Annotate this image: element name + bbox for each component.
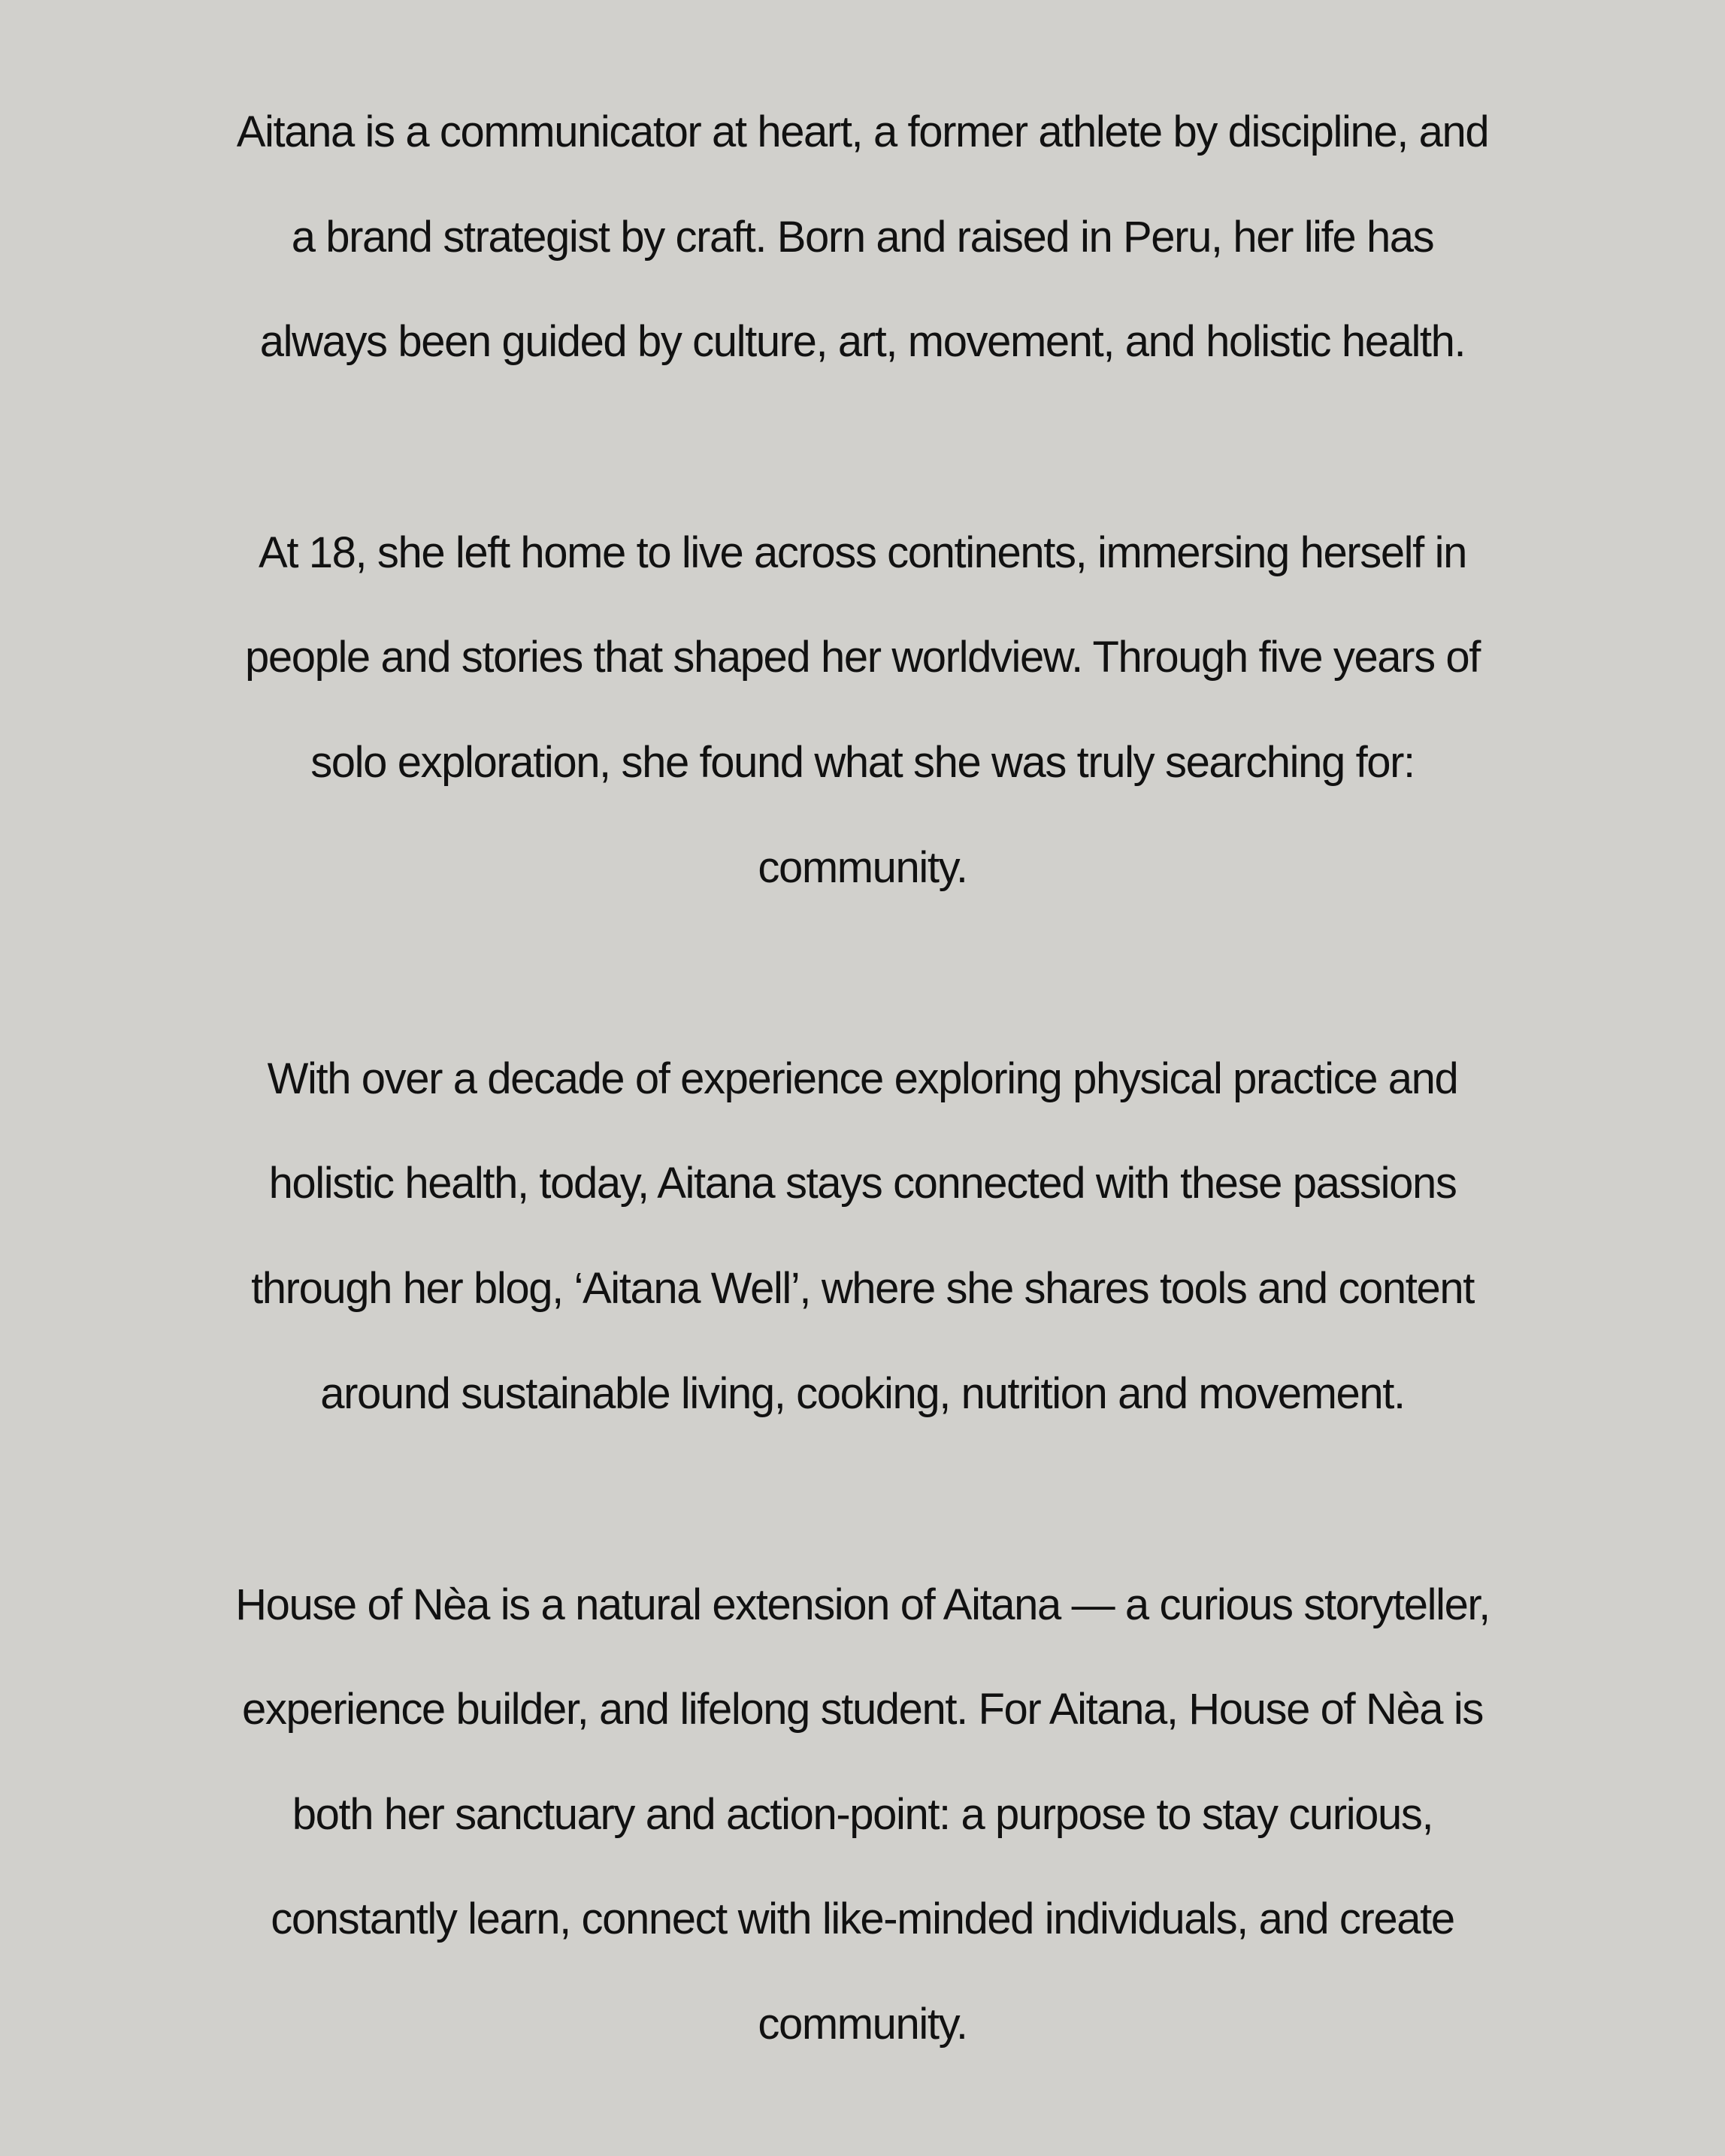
paragraph-line: community. — [758, 843, 967, 892]
paragraph-line: experience builder, and lifelong student. For Aitana, House of Nèa is — [242, 1685, 1483, 1734]
paragraph-line: people and stories that shaped her worldview. Through five years of — [245, 633, 1480, 682]
paragraph-line: constantly learn, connect with like-minded individuals, and create — [271, 1894, 1454, 1943]
paragraph-line: House of Nèa is a natural extension of Aitana — a curious storyteller, — [235, 1580, 1490, 1629]
paragraph-line: solo exploration, she found what she was truly searching for: — [310, 738, 1415, 787]
paragraph-line: community. — [758, 2000, 967, 2049]
paragraph-line: through her blog, ‘Aitana Well’, where she shares tools and content — [251, 1264, 1474, 1313]
paragraph-line: With over a decade of experience exploring physical practice and — [267, 1054, 1458, 1103]
paragraph-line: holistic health, today, Aitana stays connected with these passions — [268, 1159, 1457, 1208]
paragraph-line: both her sanctuary and action-point: a purpose to stay curious, — [292, 1790, 1433, 1839]
paragraph-line: Aitana is a communicator at heart, a former athlete by discipline, and — [236, 107, 1489, 156]
paragraph-line: around sustainable living, cooking, nutrition and movement. — [320, 1369, 1405, 1418]
paragraph-line: a brand strategist by craft. Born and raised in Peru, her life has — [291, 213, 1434, 262]
paragraph-line: At 18, she left home to live across continents, immersing herself in — [259, 528, 1466, 577]
paragraph-line: always been guided by culture, art, movement, and holistic health. — [259, 317, 1466, 366]
